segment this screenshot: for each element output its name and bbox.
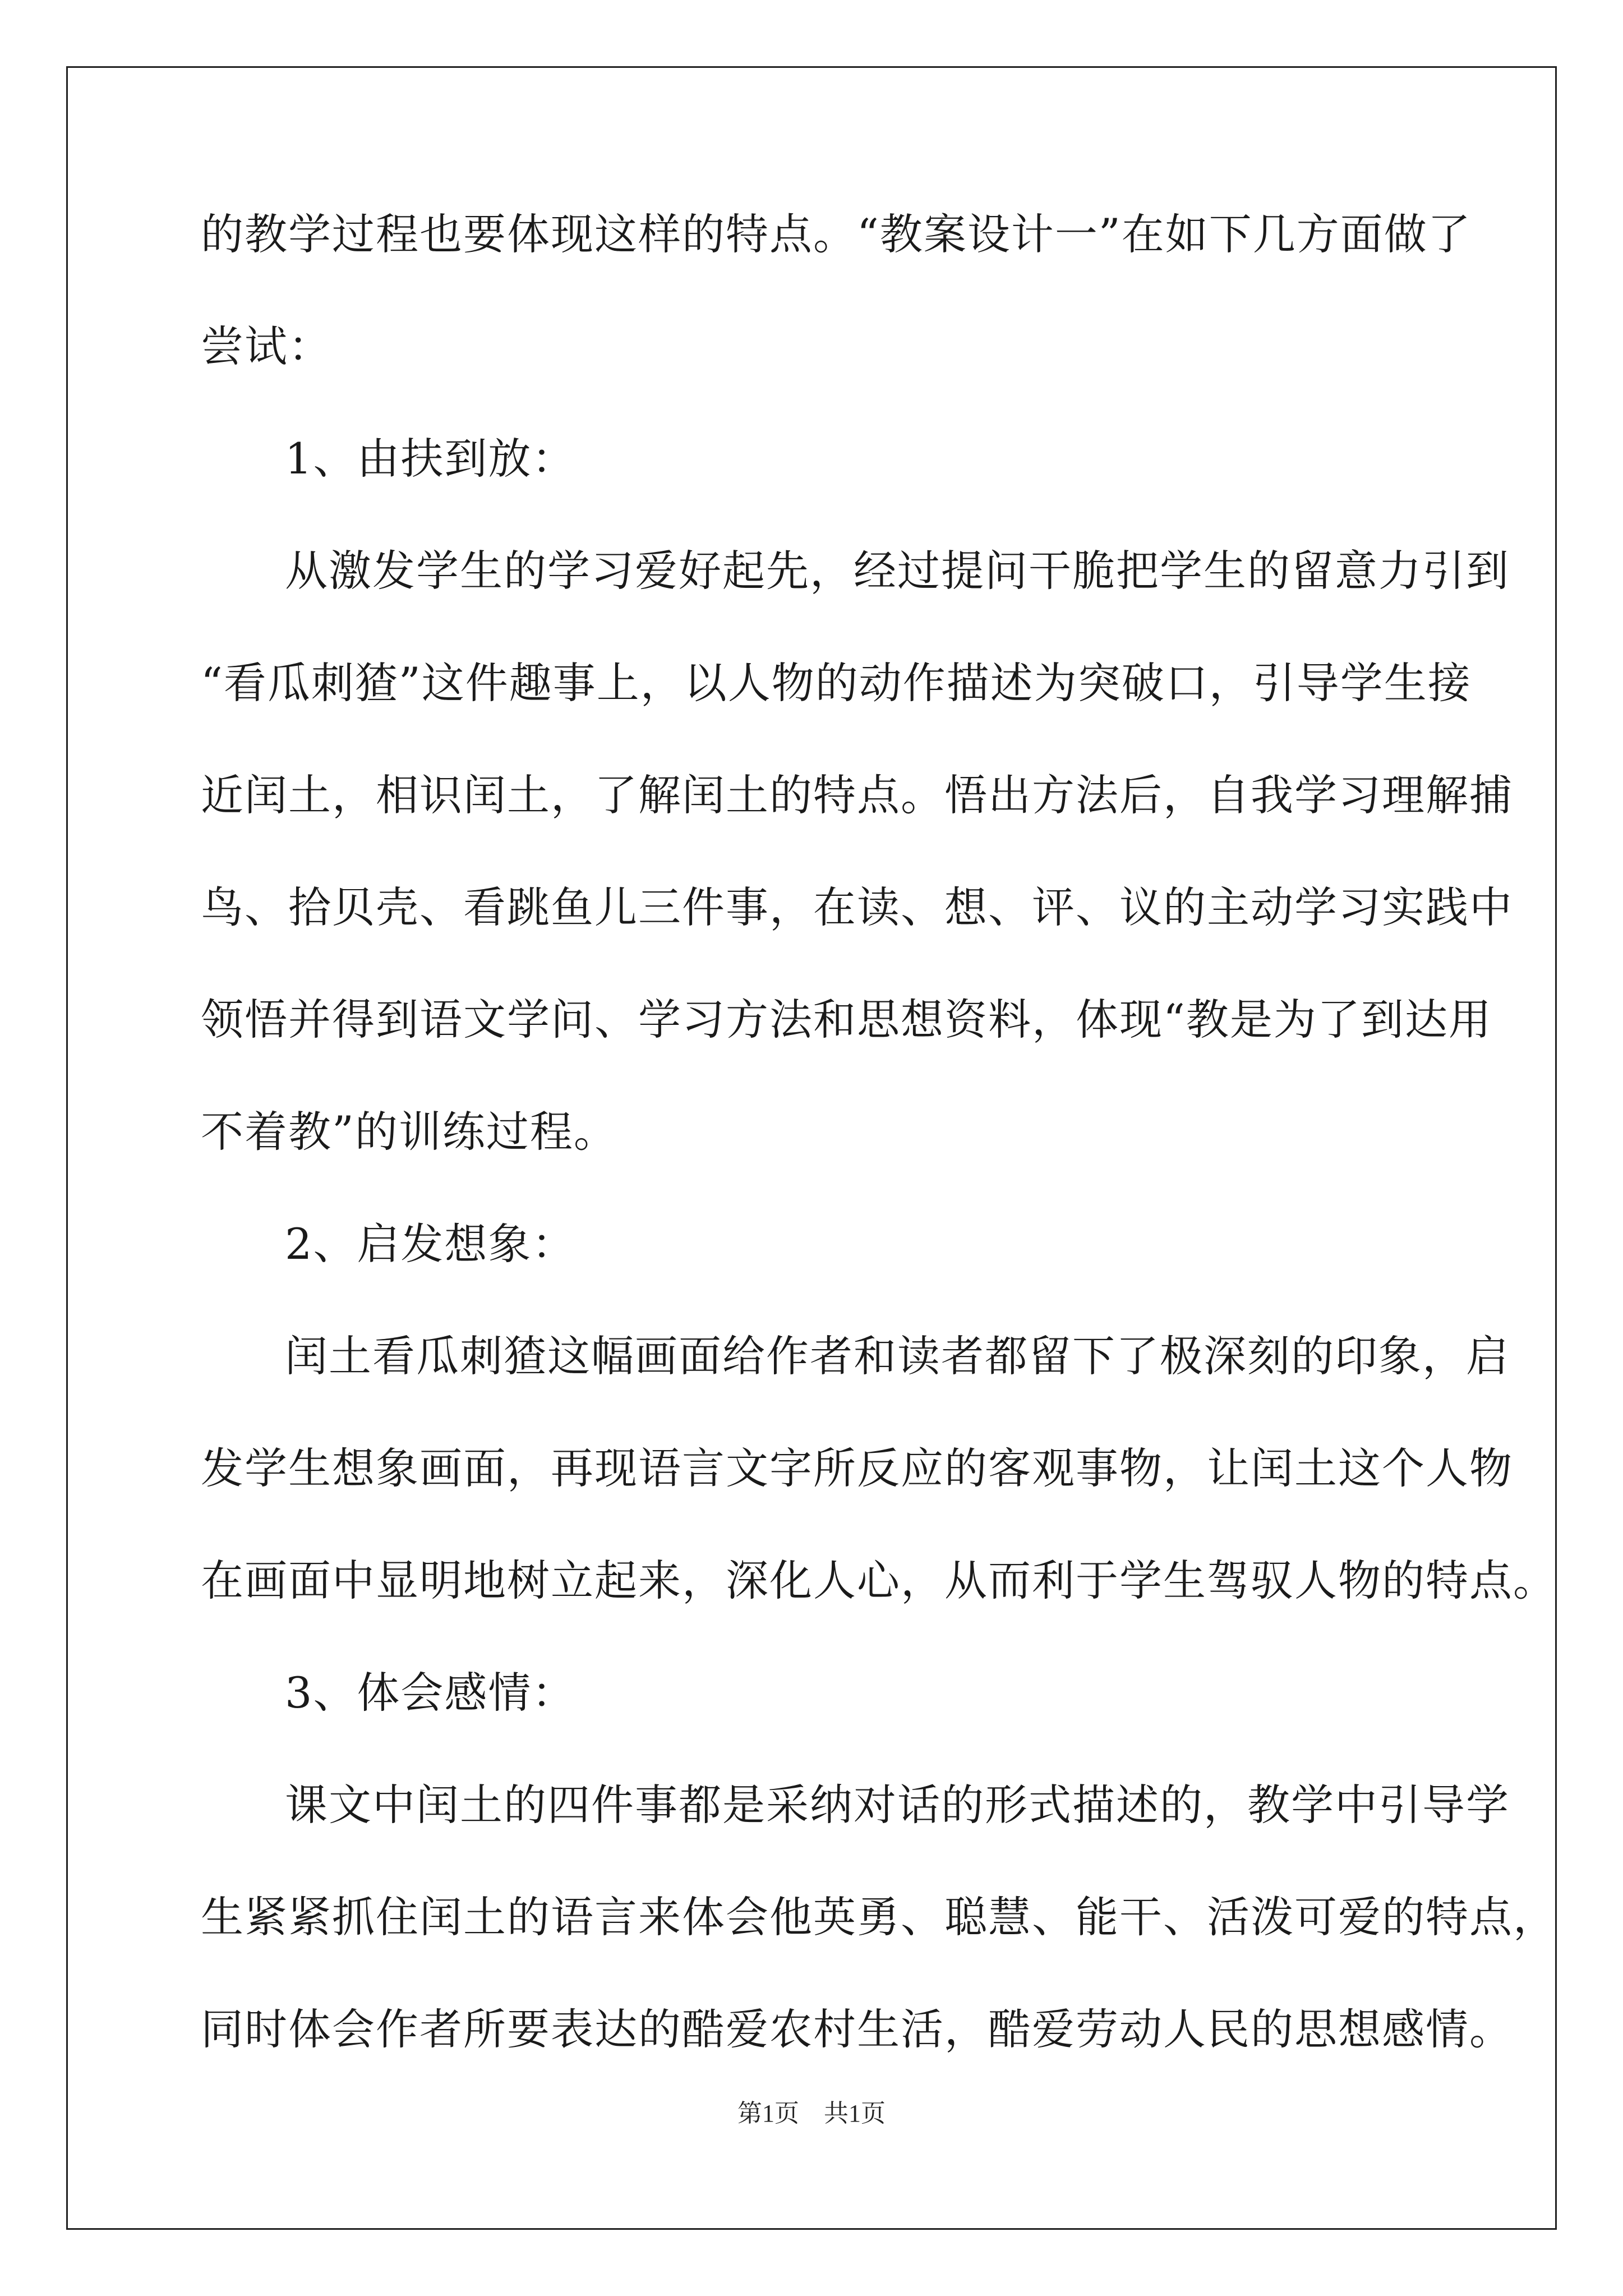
text-line: 同时体会作者所要表达的酷爱农村生活，酷爱劳动人民的思想感情。 [201, 2004, 1513, 2054]
text-line: 领悟并得到语文学问、学习方法和思想资料，体现“教是为了到达用 [201, 995, 1492, 1045]
text-line: 的教学过程也要体现这样的特点。“教案设计一”在如下几方面做了 [201, 209, 1472, 259]
text-line: 生紧紧抓住闰土的语言来体会他英勇、聪慧、能干、活泼可爱的特点， [201, 1892, 1557, 1942]
text-line: 近闰土，相识闰土，了解闰土的特点。悟出方法后，自我学习理解捕 [201, 770, 1513, 820]
text-line: 不着教”的训练过程。 [201, 1107, 617, 1157]
page-number: 第1页 共1页 [737, 2100, 886, 2127]
text-line: 闰土看瓜刺猹这幅画面给作者和读者都留下了极深刻的印象，启 [285, 1331, 1510, 1381]
text-line: “看瓜刺猹”这件趣事上，以人物的动作描述为突破口，引导学生接 [201, 658, 1472, 708]
text-line: 在画面中显明地树立起来，深化人心，从而利于学生驾驭人物的特点。 [201, 1556, 1557, 1605]
section-heading: 1、由扶到放： [285, 434, 576, 484]
text-line: 课文中闰土的四件事都是采纳对话的形式描述的，教学中引导学 [285, 1780, 1510, 1830]
section-heading: 2、启发想象： [285, 1219, 576, 1269]
text-line: 发学生想象画面，再现语言文字所反应的客观事物，让闰土这个人物 [201, 1443, 1513, 1493]
text-line: 从激发学生的学习爱好起先，经过提问干脆把学生的留意力引到 [285, 546, 1510, 596]
text-line: 尝试： [201, 321, 332, 371]
text-line: 鸟、拾贝壳、看跳鱼儿三件事，在读、想、评、议的主动学习实践中 [201, 882, 1513, 932]
section-heading: 3、体会感情： [285, 1668, 576, 1718]
